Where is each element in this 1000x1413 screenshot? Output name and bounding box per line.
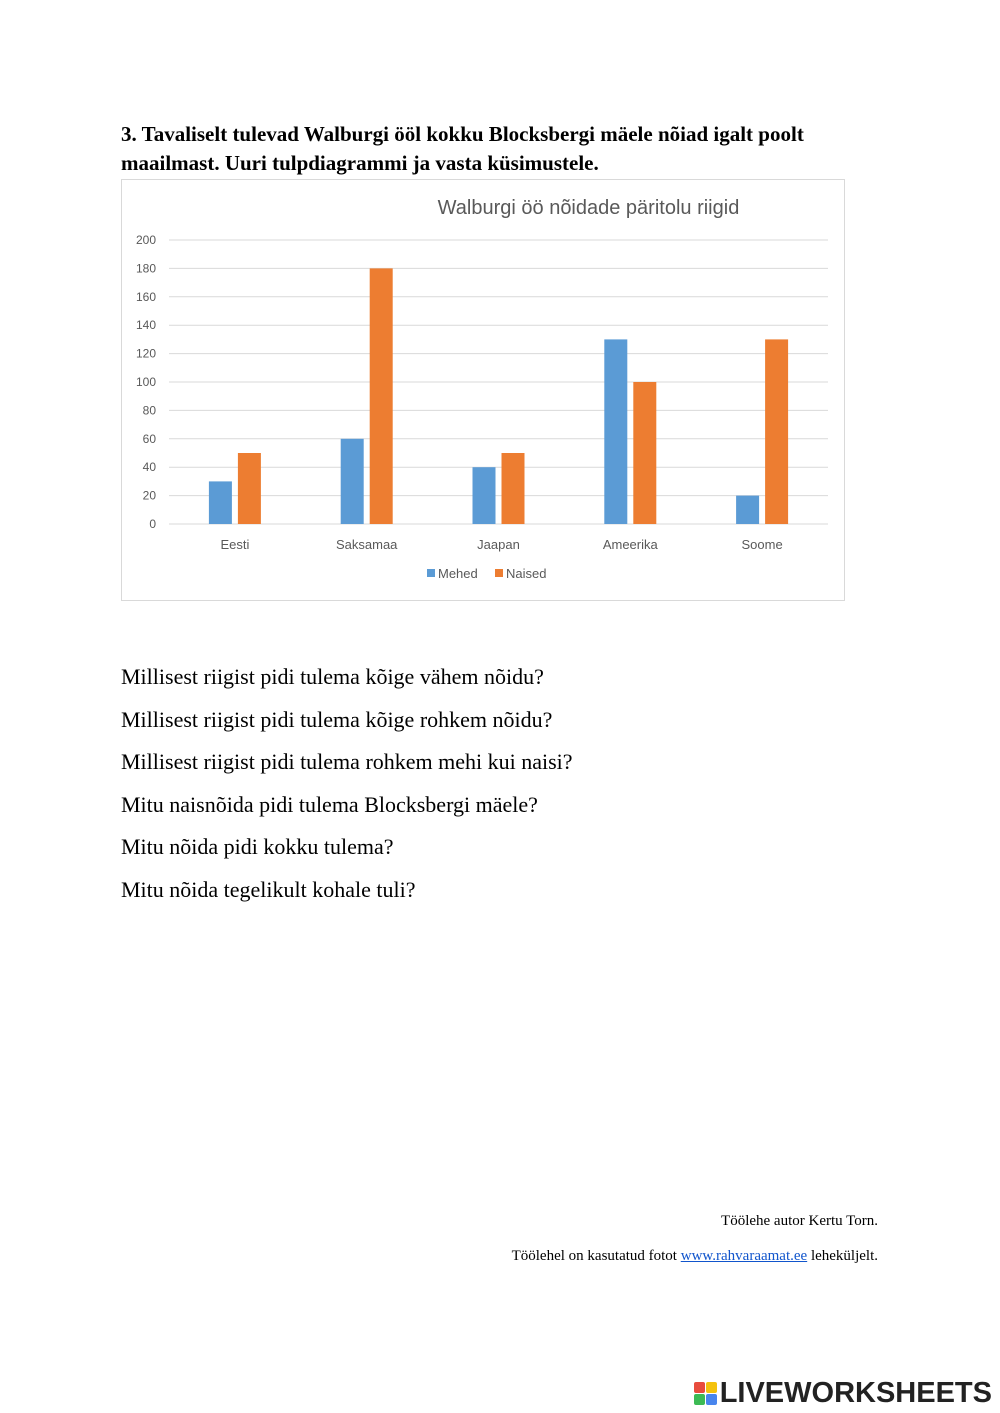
bar-mehed xyxy=(473,467,496,524)
y-tick-label: 180 xyxy=(135,261,156,276)
logo-square-blue xyxy=(706,1394,717,1405)
y-tick-label: 100 xyxy=(135,375,156,389)
bar-naised xyxy=(633,382,656,524)
liveworksheets-logo[interactable] xyxy=(694,1376,992,1409)
credit-prefix: Töölehel on kasutatud fotot xyxy=(511,1248,681,1264)
rahvaraamat-link[interactable]: www.rahvaraamat.ee xyxy=(680,1248,808,1264)
photo-credit xyxy=(512,1248,878,1265)
question-heading: 3. Tavaliselt tulevad Walburgi ööl kokku Blocksbergi mäele nõiad igalt poolt maailmast. Uuri tulpdiagrammi ja vasta küsimustele. xyxy=(121,122,804,175)
logo-square-green xyxy=(694,1394,705,1405)
logo-square-red xyxy=(694,1382,705,1393)
legend-swatch xyxy=(495,569,503,577)
question-item: Millisest riigist pidi tulema kõige vähem nõidu? xyxy=(121,664,544,689)
x-tick-label: Ameerika xyxy=(602,537,658,552)
chart-canvas xyxy=(122,180,844,600)
bar-naised xyxy=(370,268,393,524)
legend-label: Naised xyxy=(506,566,547,581)
bar-mehed xyxy=(604,339,627,524)
bar-mehed xyxy=(736,496,759,524)
question-list xyxy=(121,656,573,912)
y-tick-label: 80 xyxy=(142,403,156,418)
y-tick-label: 140 xyxy=(135,318,156,333)
logo-square-yellow xyxy=(706,1382,717,1393)
y-tick-label: 0 xyxy=(149,517,156,531)
y-tick-label: 60 xyxy=(142,431,156,446)
legend-swatch xyxy=(427,569,435,577)
liveworksheets-logo-icon xyxy=(694,1382,717,1405)
author-note: Töölehe autor Kertu Torn. xyxy=(721,1213,878,1229)
bar-chart xyxy=(121,179,845,601)
y-tick-label: 160 xyxy=(135,289,156,304)
y-tick-label: 120 xyxy=(135,346,156,361)
y-tick-label: 20 xyxy=(142,488,156,503)
legend-label: Mehed xyxy=(438,566,478,581)
question-item: Mitu nõida pidi kokku tulema? xyxy=(121,834,394,860)
bar-naised xyxy=(238,453,261,524)
bar-mehed xyxy=(341,439,364,524)
credit-suffix: leheküljelt. xyxy=(807,1248,878,1264)
x-tick-label: Jaapan xyxy=(477,537,520,552)
question-item: Millisest riigist pidi tulema rohkem mehi kui naisi? xyxy=(121,749,573,775)
liveworksheets-logo-text: LIVEWORKSHEETS xyxy=(719,1376,992,1409)
question-item: Millisest riigist pidi tulema kõige rohkem nõidu? xyxy=(121,706,553,732)
bar-naised xyxy=(765,339,788,524)
x-tick-label: Saksamaa xyxy=(335,537,398,552)
question-item: Mitu nõida tegelikult kohale tuli? xyxy=(121,876,416,902)
bar-naised xyxy=(502,453,525,524)
question-item: Mitu naisnõida pidi tulema Blocksbergi mäele? xyxy=(121,791,538,817)
y-tick-label: 40 xyxy=(142,460,156,475)
x-tick-label: Soome xyxy=(741,537,783,552)
bar-mehed xyxy=(209,481,232,524)
x-tick-label: Eesti xyxy=(220,537,250,552)
y-tick-label: 200 xyxy=(135,233,156,247)
chart-title: Walburgi öö nõidade päritolu riigid xyxy=(437,197,740,219)
